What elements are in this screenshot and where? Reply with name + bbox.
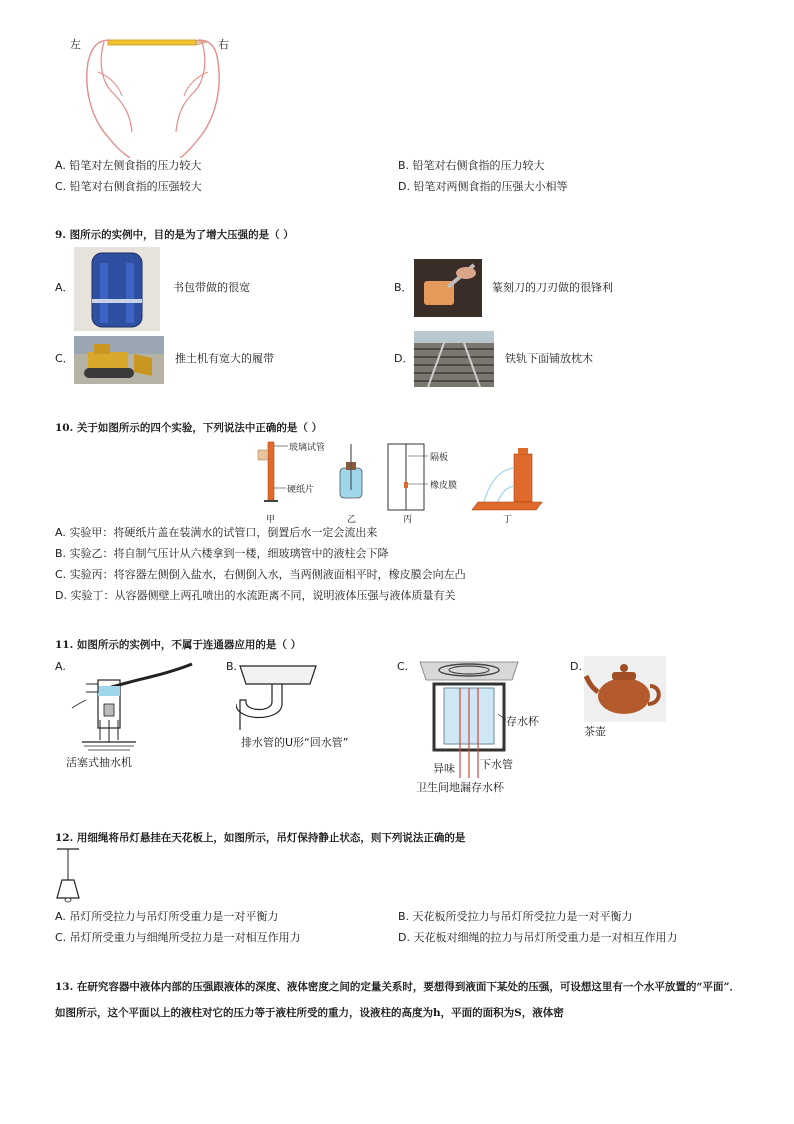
- q9-caption-b: 篆刻刀的刀刃做的很锋利: [492, 281, 613, 294]
- q12-stem: 12. 用细绳将吊灯悬挂在天花板上，如图所示，吊灯保持静止状态，则下列说法正确的是: [55, 832, 466, 844]
- q8-option-a[interactable]: A. 铅笔对左侧食指的压力较大: [55, 159, 202, 172]
- water-cup-label: 存水杯: [506, 715, 539, 728]
- q11-caption-a: 活塞式抽水机: [66, 756, 132, 769]
- q12-option-d[interactable]: D. 天花板对细绳的拉力与吊灯所受重力是一对相互作用力: [398, 931, 678, 944]
- q13-stem: 13. 在研究容器中液体内部的压强跟液体的深度、液体密度之间的定量关系时，要想得到液面下某处的压强，可设想这里有一个水平放置的“平面”．如图所示，这个平面以上的液柱对它的压力等于液柱所受的重力，设液柱的高度为h，平面的面积为S，液体密: [55, 981, 740, 1019]
- q8-option-b[interactable]: B. 铅笔对右侧食指的压力较大: [398, 159, 545, 172]
- left-label: 左: [70, 38, 81, 51]
- q9-caption-c: 推土机有宽大的履带: [175, 352, 274, 365]
- q10-option-d[interactable]: D. 实验丁：从容器侧壁上两孔喷出的水流距离不同，说明液体压强与液体质量有关: [55, 589, 456, 602]
- q10-option-c[interactable]: C. 实验丙：将容器左侧倒入盐水，右侧倒入水，当两侧液面相平时，橡皮膜会向左凸: [55, 568, 466, 581]
- q11-caption-d: 茶壶: [584, 725, 606, 738]
- q11-stem: 11. 如图所示的实例中，不属于连通器应用的是（ ）: [55, 639, 302, 651]
- q10-option-a[interactable]: A. 实验甲：将硬纸片盖在装满水的试管口，倒置后水一定会流出来: [55, 526, 378, 539]
- backpack-photo: [74, 247, 160, 331]
- q11-letter-c[interactable]: C.: [397, 660, 409, 673]
- q10-stem: 10. 关于如图所示的四个实验，下列说法中正确的是（ ）: [55, 422, 323, 434]
- q11-letter-d[interactable]: D.: [570, 660, 582, 673]
- q9-letter-b[interactable]: B．: [394, 281, 413, 294]
- bing-label: 丙: [403, 515, 413, 525]
- q11-letter-b[interactable]: B.: [226, 660, 238, 673]
- q8-option-d[interactable]: D. 铅笔对两侧食指的压强大小相等: [398, 180, 568, 193]
- q11-letter-a[interactable]: A.: [55, 660, 66, 673]
- q11-caption-b: 排水管的U形“回水管”: [241, 736, 349, 749]
- q9-letter-d[interactable]: D．: [394, 352, 414, 365]
- q9-stem: 9. 图所示的实例中，目的是为了增大压强的是（ ）: [55, 229, 294, 241]
- tube-label: 玻璃试管: [289, 443, 326, 453]
- piston-pump-figure: [62, 660, 197, 752]
- railway-photo: [414, 331, 494, 387]
- hanging-lamp-figure: [55, 846, 81, 904]
- q11-caption-c: 卫生间地漏存水杯: [416, 781, 504, 794]
- q10-figure: [256, 438, 546, 524]
- jia-label: 甲: [266, 515, 276, 525]
- q12-option-b[interactable]: B. 天花板所受拉力与吊灯所受拉力是一对平衡力: [398, 910, 633, 923]
- q10-option-b[interactable]: B. 实验乙：将自制气压计从六楼拿到一楼，细玻璃管中的液柱会下降: [55, 547, 389, 560]
- q9-caption-d: 铁轨下面铺放枕木: [505, 352, 593, 365]
- partition-label: 隔板: [430, 453, 449, 463]
- odor-label: 异味: [433, 762, 455, 775]
- hands-pencil-illustration: [68, 32, 238, 158]
- q12-option-a[interactable]: A. 吊灯所受拉力与吊灯所受重力是一对平衡力: [55, 910, 279, 923]
- membrane-label: 橡皮膜: [430, 481, 458, 491]
- drain-pipe-label: 下水管: [480, 758, 513, 771]
- paper-label: 硬纸片: [287, 485, 315, 495]
- ding-label: 丁: [503, 515, 513, 525]
- q9-caption-a: 书包带做的很宽: [173, 281, 250, 294]
- u-drain-pipe-figure: [236, 660, 320, 732]
- yi-label: 乙: [347, 515, 357, 525]
- q12-option-c[interactable]: C. 吊灯所受重力与细绳所受拉力是一对相互作用力: [55, 931, 301, 944]
- bulldozer-photo: [74, 336, 164, 384]
- q9-letter-a[interactable]: A．: [55, 281, 74, 294]
- q8-figure: [68, 32, 238, 158]
- seal-carving-photo: [414, 259, 482, 317]
- teapot-photo: [584, 656, 666, 722]
- q8-option-c[interactable]: C. 铅笔对右侧食指的压强较大: [55, 180, 202, 193]
- q9-letter-c[interactable]: C．: [55, 352, 74, 365]
- right-label: 右: [218, 38, 229, 51]
